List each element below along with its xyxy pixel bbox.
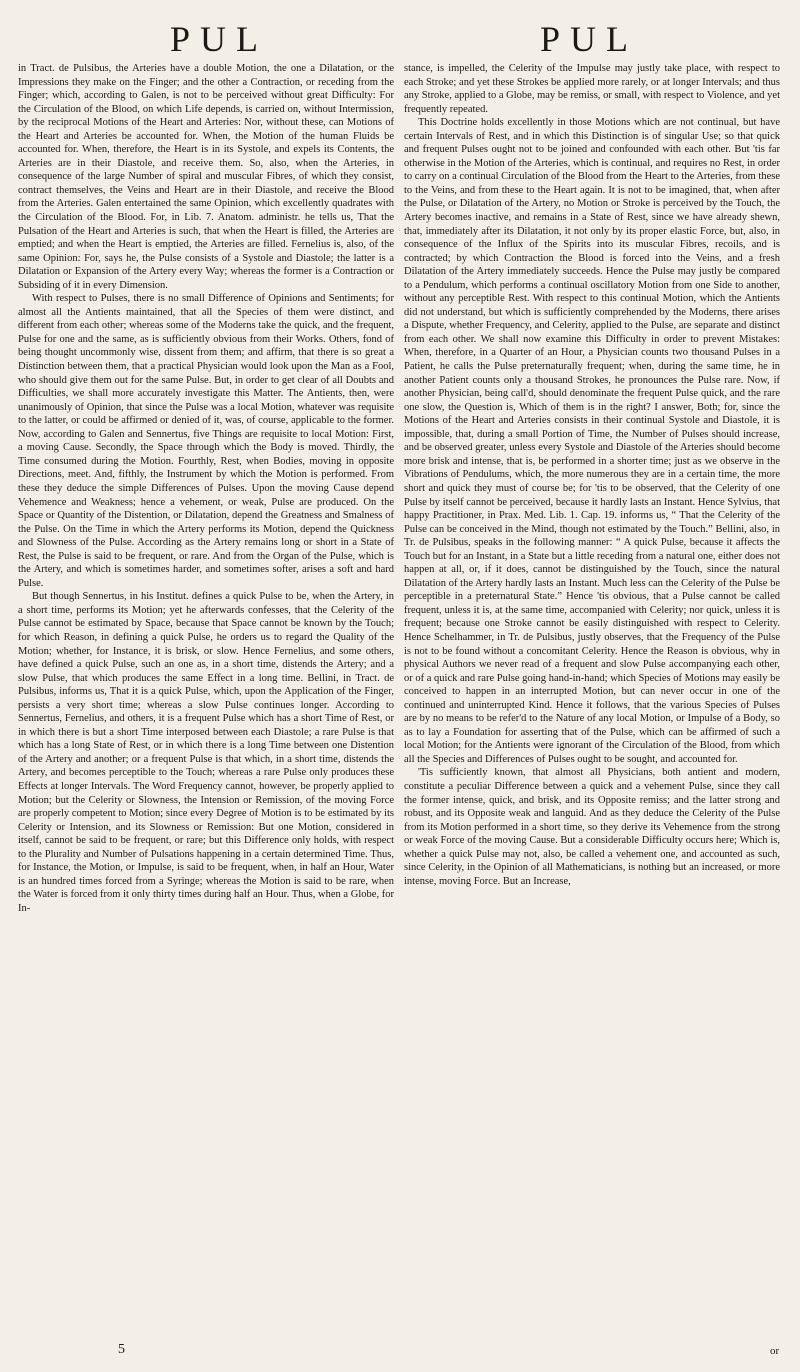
header-right-word: PUL [540, 19, 639, 59]
running-header [0, 18, 800, 58]
paragraph: in Tract. de Pulsibus, the Arteries have a double Motion, the one a Dilatation, or the Impressions they make on the Finger; and the other a Contraction, or receding from the Finger; which, according to Galen, is not to be perceived without great Difficulty: For the Circulation of the Blood, on which Life depends, is carried on, without Intermission, by the reciprocal Motions of the Heart and Arteries: Nor, without these, can Motions of the Heart and Arteries be accounted for. When, the Motion of the human Fluids be accounted for. When, therefore, the Heart is in its Systole, and expels its Contents, the Arteries are in their Diastole, and receive them. So, also, when the Arteries, in consequence of the large Number of spiral and muscular Fibres, of which they consist, contract themselves, the Veins and Heart are in their Diastole, and receive the Blood from the Arteries. Galen entertained the same Opinion, which excellently quadrates with the Circulation of the Blood. For, in Lib. 7. Anatom. administr. he tells us, That the Pulsation of the Heart and Arteries is such, that when the Heart is filled, the Arteries are emptied; and when the Heart is emptied, the Arteries are filled. Fernelius is, also, of the same Opinion: For, says he, the Pulse consists of a Systole and Diastole; the latter is a Dilatation or Expansion of the Artery every Way; whereas the former is a Contraction or Subsiding of it in every Dimension. [18, 63, 394, 291]
signature-mark: 5 [118, 1342, 125, 1357]
paragraph: 'Tis sufficiently known, that almost all Physicians, both antient and modern, constitute a peculiar Difference between a quick and a vehement Pulse, since they call the former intense, quick, and brisk, and its Opposite remiss; and the latter strong and robust, and its Opposite weak and languid. And as they deduce the Celerity of the Pulse from its Motion performed in a short time, so they derive its Vehemence from the strong or weak Force of the moving Cause. But a considerable Difficulty occurs here; Which is, whether a quick Pulse may not, also, be called a vehement one, and accounted as such, since Celerity, in the Opinion of all Mathematicians, is nothing but an increased, or more intense, moving Force. But an Increase, [404, 767, 780, 887]
paragraph: This Doctrine holds excellently in those Motions which are not continual, but have certain Intervals of Rest, and in which this Distinction is of singular Use; so that quick and frequent Pulses ought not to be joined and confounded with each other. But 'tis far otherwise in the Motion of the Arteries, which is continual, and requires no Rest, in order to carry on a continual Circulation of the Blood from the Heart to the Arteries, from these to the Veins, and from these to the Heart again. It is not to be imagined, that, when after the Pulse, or Dilatation of the Artery, no Motion or Stroke is perceived by the Touch, the Artery becomes inactive, and remains in a State of Rest, since we have already shewn, that, immediately after its Dilatation, it not only by its proper elastic Force, but, also, in consequence of the Influx of the Spirits into its muscular Fibres, recoils, and is contracted; by which Contraction the Blood is forced into the Veins, and a fresh Dilatation of the Artery immediately succeeds. Hence the Pulse may justly be compared to a Pendulum, which performs a continual oscillatory Motion from one Side to another, without any perceptible Rest. With respect to this continual Motion, which the Antients did not understand, but which is sufficiently comprehended by the Moderns, there arises a Dispute, whether Frequency, and Celerity, applied to the Pulse, are separate and distinct from each other. We shall now examine this Difficulty in order to prevent Mistakes: When, therefore, in a Quarter of an Hour, a Physician counts two thousand Pulses in a Patient, he calls the Pulse preternaturally frequent; when, during the same time, he in another Patient counts only a thousand Strokes, he pronounces the Pulse rare. Now, if another Physician, being call'd, should denominate the frequent Pulse quick, and the rare one slow, the Question is, Which of them is in the right? I answer, Both; for, since the Motions of the Heart and Arteries consists in their continual Systole and Diastole, it is impossible, that, during a small Portion of Time, the Number of Pulses should increase, and be observed greater, unless every Systole and Diastole of the Arteries should become more brisk and intense, that is, be performed in a shorter time; just as we observe in the Vibrations of Pendulums, which, the more numerous they are in a certain time, the more short and quick they must of course be; for 'tis to be observed, that the Celerity of one Pulse by itself cannot be perceived, because it hardly lasts an Instant. Hence Sylvius, that happy Practitioner, in Prax. Med. Lib. 1. Cap. 19. informs us, “ That the Celerity of the Pulse can be conceived in the Mind, though not estimated by the Touch.” Bellini, also, in Tr. de Pulsibus, speaks in the following manner: “ A quick Pulse, because it affects the Touch but for an Instant, in a State but a little receding from a natural one, either does not happen at all, or, if it does, cannot be distinguished by the Touch, since the natural Dilatation of the Artery hardly lasts an Instant. Much less can the Celerity of the Pulse be perceptible in a preternatural State.” Hence 'tis obvious, that a Pulse cannot be called frequent, unless it is, at the same time, accompanied with Celerity; nor quick, unless it is frequent; because one Stroke cannot be easily distinguished with respect to Celerity. Hence Schelhammer, in Tr. de Pulsibus, justly observes, that the Frequency of the Pulse is not to be found without a concomitant Celerity. Hence the Reason is obvious, why in physical Authors we never read of a frequent and slow Pulse accompanying each other, or of a quick and rare Pulse going hand-in-hand; which Species of Motions may easily be conceived to happen in an interrupted Motion, but can never occur in one of the continued and uninterrupted Kind. Hence it follows, that the various Species of Pulses are by no means to be refer'd to the Nature of any local Motion, or Impulse of a Body, so as to lay a Foundation for asserting that of the Pulse, which can be affirmed of such a local Motion; for the Antients were ignorant of the Circulation of the Blood, from which all the Species and Differences of Pulses ought to be sought, and accounted for. [404, 117, 780, 765]
header-left-word: PUL [170, 19, 269, 59]
paragraph: With respect to Pulses, there is no small Difference of Opinions and Sentiments; for almost all the Antients maintained, that all the Species of them were distinct, and different from each other; whereas some of the Moderns take the quick, and the frequent, Pulse for one and the same, as is sufficiently obvious from their Works. Others, fond of being thought uncommonly wise, dissent from them; and affirm, that there is so great a Distinction between them, that a practical Physician would look upon the Man as a Fool, who should give them out for the same Pulse. But, in order to get clear of all Doubts and Difficulties, we shall more accurately investigate this Matter. The Antients, then, were unanimously of Opinion, that since the Pulse was a local Motion, whatever was requisite to the latter, or could be affirmed or denied of it, was, of course, applicable to the former. Now, according to Galen and Sennertus, five Things are requisite to local Motion: First, a moving Cause. Secondly, the Space through which the Body is moved. Thirdly, the Time consumed during the Motion. Fourthly, Rest, when Bodies, moving in opposite Directions, meet. And, fifthly, the Instrument by which the Motion is performed. From these they deduce the simple Differences of Pulses. Upon the moving Cause depend Vehemence and Weakness; hence a vehement, or weak, Pulse are produced. On the Space or Quantity of the Distention, or Dilatation, depend the Greatness and Smalness of the Pulse. On the Time in which the Artery performs its Motion, depend the Quickness and Slowness of the Pulse. According as the Artery remains long or short in a State of Rest, the Pulse is said to be frequent, or rare. And from the Organ of the Pulse, which is the Artery, and which is sometimes harder, and sometimes softer, arises a soft and hard Pulse. [18, 293, 394, 589]
paragraph: stance, is impelled, the Celerity of the Impulse may justly take place, with respect to each Stroke; and yet these Strokes be applied more rarely, or at longer Intervals; and thus any Stroke, applied to a Globe, may be remiss, or small, with respect to Violence, and yet frequently repeated. [404, 63, 780, 115]
right-column [404, 62, 780, 888]
paragraph: But though Sennertus, in his Institut. defines a quick Pulse to be, when the Artery, in a short time, performs its Motion; yet he afterwards confesses, that the Celerity of the Pulse cannot be estimated by Space, because that Space cannot be known by the Touch; for which Reason, in defining a quick Pulse, he orders us to regard the Quality of the Motion; whether, for Instance, it is brisk, or slow. Hence Fernelius, and some others, have defined a quick Pulse, such an one as, in a short time, distends the Artery; and a slow Pulse, that which produces the same Effect in a long time. Bellini, in Tract. de Pulsibus, informs us, That it is a quick Pulse, which, upon the Application of the Finger, persists a very short time; whereas a slow Pulse continues longer. According to Sennertus, Fernelius, and others, it is a frequent Pulse which has a short Time of Rest, or in which there is but a short Time interposed between each Diastole; a rare Pulse is that which has a long State of Rest, or in which there is a long Time between one Distention of the Artery and another; or a frequent Pulse is that which, in a short time, distends the Artery, and becomes perceptible to the Touch; whereas a rare Pulse only produces these Effects at longer Intervals. The Word Frequency cannot, however, be properly applied to Motion; but the Celerity or Slowness, the Intension or Remission, of the moving Force are properly competent to Motion; since every Degree of Motion is to be estimated by its Celerity or Intension, and its Slowness or Remission: But one Motion, considered in itself, cannot be said to be frequent, or rare; but this Difference only holds, with respect to the Plurality and Number of Pulsations happening in a certain determined Time. Thus, for Instance, the Motion, or Impulse, is said to be frequent, when, in half an Hour, Water is an hundred times forced from a Syringe; whereas the Motion is said to be rare, when the Water is forced from it only thirty times during half an Hour. Thus, when a Globe, for In- [18, 591, 394, 914]
left-column [18, 62, 394, 915]
catchword: or [770, 1345, 780, 1357]
